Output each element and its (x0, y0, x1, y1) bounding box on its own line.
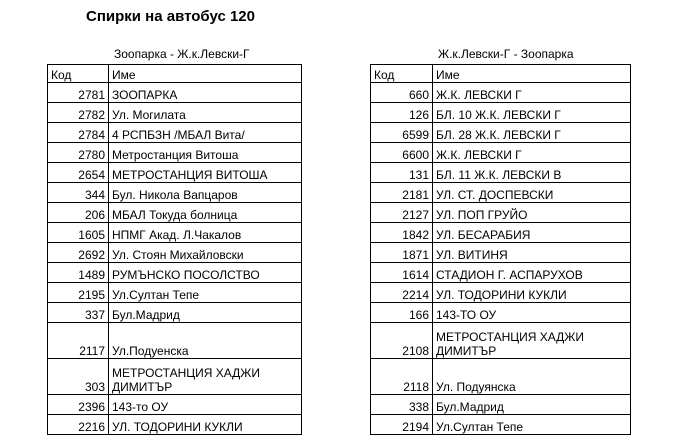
table-row (371, 123, 631, 143)
stop-name: Бул. Никола Вапцаров (109, 183, 302, 203)
page-title: Спирки на автобус 120 (86, 8, 255, 25)
table-row (371, 323, 631, 359)
stop-name: СТАДИОН Г. АСПАРУХОВ (433, 263, 631, 283)
stop-code: 2118 (371, 359, 433, 395)
direction-label-right: Ж.к.Левски-Г - Зоопарка (438, 47, 574, 61)
column-header-code: Код (371, 65, 433, 83)
stop-code: 1842 (371, 223, 433, 243)
stop-code: 2194 (371, 415, 433, 435)
stop-name: Бул.Мадрид (433, 395, 631, 415)
stop-code: 2108 (371, 323, 433, 359)
stop-code: 660 (371, 83, 433, 103)
stop-name: Ул.Подуенска (109, 323, 302, 359)
stop-code: 6599 (371, 123, 433, 143)
stop-name: УЛ. ТОДОРИНИ КУКЛИ (109, 415, 302, 435)
stop-code: 2782 (48, 103, 109, 123)
stop-code: 166 (371, 303, 433, 323)
table-row (48, 323, 302, 359)
table-row (48, 203, 302, 223)
stop-name: Метростанция Витоша (109, 143, 302, 163)
stop-code: 2780 (48, 143, 109, 163)
stop-code: 1489 (48, 263, 109, 283)
stop-name: МБАЛ Токуда болница (109, 203, 302, 223)
stop-code: 206 (48, 203, 109, 223)
table-row (48, 223, 302, 243)
stop-code: 2216 (48, 415, 109, 435)
stop-code: 2654 (48, 163, 109, 183)
table-row (48, 103, 302, 123)
table-row (48, 83, 302, 103)
stop-code: 2117 (48, 323, 109, 359)
stop-code: 2127 (371, 203, 433, 223)
stop-name: УЛ. БЕСАРАБИЯ (433, 223, 631, 243)
stop-name: Ул.Султан Тепе (109, 283, 302, 303)
stop-code: 338 (371, 395, 433, 415)
stop-name: УЛ. ПОП ГРУЙО (433, 203, 631, 223)
table-row (371, 303, 631, 323)
stop-name: Ул. Стоян Михайловски (109, 243, 302, 263)
stop-code: 2214 (371, 283, 433, 303)
table-row (371, 143, 631, 163)
stop-name: МЕТРОСТАНЦИЯ ХАДЖИ ДИМИТЪР (433, 323, 631, 359)
table-row (371, 263, 631, 283)
stop-code: 303 (48, 359, 109, 395)
stop-code: 1605 (48, 223, 109, 243)
table-row (371, 283, 631, 303)
stop-name: УЛ. ВИТИНЯ (433, 243, 631, 263)
stop-code: 6600 (371, 143, 433, 163)
stop-code: 2781 (48, 83, 109, 103)
stops-table-right (370, 64, 631, 435)
table-row (371, 395, 631, 415)
stop-code: 1871 (371, 243, 433, 263)
stop-name: Бул.Мадрид (109, 303, 302, 323)
table-row (48, 359, 302, 395)
stop-code: 2195 (48, 283, 109, 303)
table-header-row (371, 65, 631, 83)
direction-label-left: Зоопарка - Ж.к.Левски-Г (114, 47, 250, 61)
stop-code: 2692 (48, 243, 109, 263)
stop-name: Ул.Султан Тепе (433, 415, 631, 435)
table-row (48, 303, 302, 323)
stop-name: НПМГ Акад. Л.Чакалов (109, 223, 302, 243)
stop-name: РУМЪНСКО ПОСОЛСТВО (109, 263, 302, 283)
stop-name: Ж.К. ЛЕВСКИ Г (433, 83, 631, 103)
table-row (48, 415, 302, 435)
stop-name: БЛ. 10 Ж.К. ЛЕВСКИ Г (433, 103, 631, 123)
table-row (371, 359, 631, 395)
table-row (371, 83, 631, 103)
table-row (48, 283, 302, 303)
stop-code: 337 (48, 303, 109, 323)
table-row (371, 415, 631, 435)
column-header-code: Код (48, 65, 109, 83)
stop-code: 2784 (48, 123, 109, 143)
table-row (48, 163, 302, 183)
stop-name: ЗООПАРКА (109, 83, 302, 103)
table-row (371, 183, 631, 203)
stop-name: МЕТРОСТАНЦИЯ ХАДЖИ ДИМИТЪР (109, 359, 302, 395)
stop-name: МЕТРОСТАНЦИЯ ВИТОША (109, 163, 302, 183)
column-header-name: Име (433, 65, 631, 83)
table-header-row (48, 65, 302, 83)
stop-code: 1614 (371, 263, 433, 283)
table-row (48, 143, 302, 163)
stop-name: УЛ. СТ. ДОСПЕВСКИ (433, 183, 631, 203)
table-row (48, 183, 302, 203)
table-row (371, 203, 631, 223)
stop-name: 143-то ОУ (109, 395, 302, 415)
stop-code: 2181 (371, 183, 433, 203)
stop-name: Ул. Могилата (109, 103, 302, 123)
stop-name: УЛ. ТОДОРИНИ КУКЛИ (433, 283, 631, 303)
column-header-name: Име (109, 65, 302, 83)
stop-name: Ул. Подуянска (433, 359, 631, 395)
table-row (48, 263, 302, 283)
stop-code: 2396 (48, 395, 109, 415)
stop-name: БЛ. 11 Ж.К. ЛЕВСКИ В (433, 163, 631, 183)
table-row (371, 243, 631, 263)
stop-name: Ж.К. ЛЕВСКИ Г (433, 143, 631, 163)
table-row (48, 395, 302, 415)
stop-name: 143-ТО ОУ (433, 303, 631, 323)
table-row (371, 223, 631, 243)
stop-code: 131 (371, 163, 433, 183)
stop-name: 4 РСПБЗН /МБАЛ Вита/ (109, 123, 302, 143)
stops-table-left (47, 64, 302, 435)
stop-name: БЛ. 28 Ж.К. ЛЕВСКИ Г (433, 123, 631, 143)
stop-code: 126 (371, 103, 433, 123)
table-row (48, 123, 302, 143)
table-row (48, 243, 302, 263)
table-row (371, 163, 631, 183)
stop-code: 344 (48, 183, 109, 203)
table-row (371, 103, 631, 123)
